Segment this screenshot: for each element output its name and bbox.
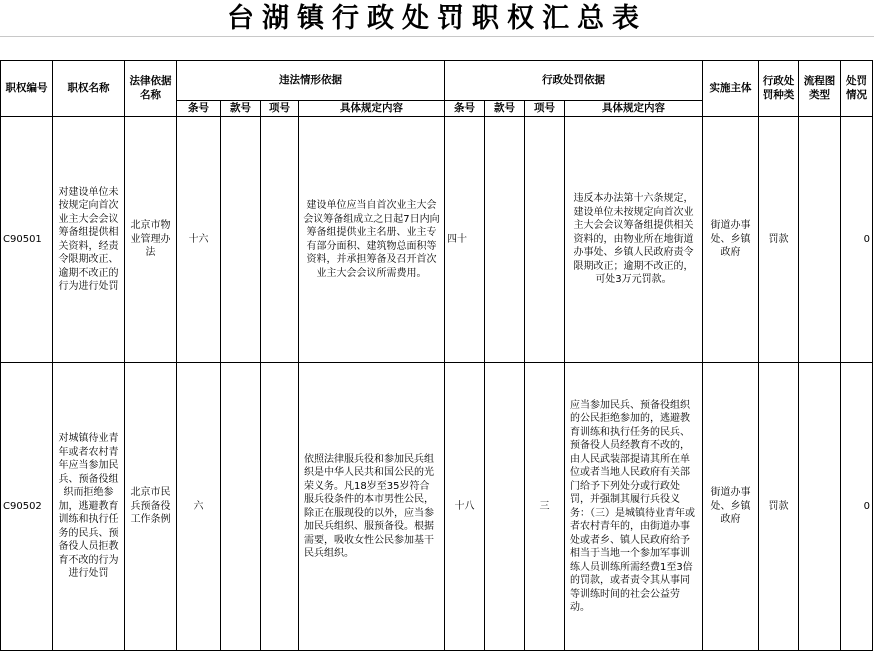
- cell-name: 对建设单位未按规定向首次业主大会会议筹备组提供相关资料，经责令限期改正、逾期不改正的行为进行处罚: [53, 117, 125, 363]
- cell-v-content: 建设单位应当自首次业主大会会议筹备组成立之日起7日内向筹备组提供业主名册、业主专有部分面积、建筑物总面积等资料，并承担筹备及召开首次业主大会会议所需费用。: [299, 117, 445, 363]
- header-law: 法律依据名称: [125, 61, 177, 117]
- cell-flow: [799, 363, 841, 651]
- table-row: [1, 117, 873, 363]
- cell-subject: 街道办事处、乡镇政府: [703, 363, 759, 651]
- cell-v-content: 依照法律服兵役和参加民兵组织是中华人民共和国公民的光荣义务。凡18岁至35岁符合服兵役条件的本市男性公民，除正在服现役的以外，应当参加民兵组织、服预备役。根据需要，吸收女性公民参加基干民兵组织。: [299, 363, 445, 651]
- cell-p-article: 十八: [445, 363, 485, 651]
- cell-v-item: [261, 117, 299, 363]
- cell-type: 罚款: [759, 117, 799, 363]
- header-p-item: 项号: [525, 101, 565, 117]
- header-v-item: 项号: [261, 101, 299, 117]
- cell-p-item: 三: [525, 363, 565, 651]
- cell-v-article: 十六: [177, 117, 221, 363]
- header-v-clause: 款号: [221, 101, 261, 117]
- cell-code: C90501: [1, 117, 53, 363]
- cell-v-article: 六: [177, 363, 221, 651]
- header-v-content: 具体规定内容: [299, 101, 445, 117]
- cell-status: 0: [841, 363, 873, 651]
- cell-type: 罚款: [759, 363, 799, 651]
- header-penalty-group: 行政处罚依据: [445, 61, 703, 101]
- cell-flow: [799, 117, 841, 363]
- header-v-article: 条号: [177, 101, 221, 117]
- cell-p-clause: [485, 363, 525, 651]
- cell-p-item: [525, 117, 565, 363]
- cell-law: 北京市民兵预备役工作条例: [125, 363, 177, 651]
- cell-v-clause: [221, 363, 261, 651]
- header-type: 行政处罚种类: [759, 61, 799, 117]
- header-status: 处罚情况: [841, 61, 873, 117]
- header-code: 职权编号: [1, 61, 53, 117]
- cell-law: 北京市物业管理办法: [125, 117, 177, 363]
- header-p-clause: 款号: [485, 101, 525, 117]
- header-flow: 流程图类型: [799, 61, 841, 117]
- header-p-content: 具体规定内容: [565, 101, 703, 117]
- page-title: 台湖镇行政处罚职权汇总表: [227, 3, 647, 34]
- header-p-article: 条号: [445, 101, 485, 117]
- header-subject: 实施主体: [703, 61, 759, 117]
- cell-v-clause: [221, 117, 261, 363]
- cell-p-content: 违反本办法第十六条规定，建设单位未按规定向首次业主大会会议筹备组提供相关资料的，由物业所在地街道办事处、乡镇人民政府责令限期改正；逾期不改正的，可处3万元罚款。: [565, 117, 703, 363]
- header-row-1: [1, 61, 873, 101]
- cell-subject: 街道办事处、乡镇政府: [703, 117, 759, 363]
- cell-name: 对城镇待业青年或者农村青年应当参加民兵、预备役组织而拒绝参加，逃避教育训练和执行任务的民兵、预备役人员拒教育不改的行为进行处罚: [53, 363, 125, 651]
- cell-p-content: 应当参加民兵、预备役组织的公民拒绝参加的，逃避教育训练和执行任务的民兵、预备役人员经教育不改的，由人民武装部提请其所在单位或者当地人民政府有关部门给予下列处分或行政处罚，并强制其履行兵役义务：（三）是城镇待业青年或者农村青年的，由街道办事处或者乡、镇人民政府给予相当于当地一个参加军事训练人员训练所需经费1至3倍的罚款，或者责令其从事同等训练时间的社会公益劳动。: [565, 363, 703, 651]
- cell-status: 0: [841, 117, 873, 363]
- cell-code: C90502: [1, 363, 53, 651]
- cell-v-item: [261, 363, 299, 651]
- penalty-table: [0, 60, 873, 651]
- header-name: 职权名称: [53, 61, 125, 117]
- cell-p-article: 四十: [445, 117, 485, 363]
- cell-p-clause: [485, 117, 525, 363]
- blank-row: [0, 36, 874, 61]
- header-violation-group: 违法情形依据: [177, 61, 445, 101]
- table-row: [1, 363, 873, 651]
